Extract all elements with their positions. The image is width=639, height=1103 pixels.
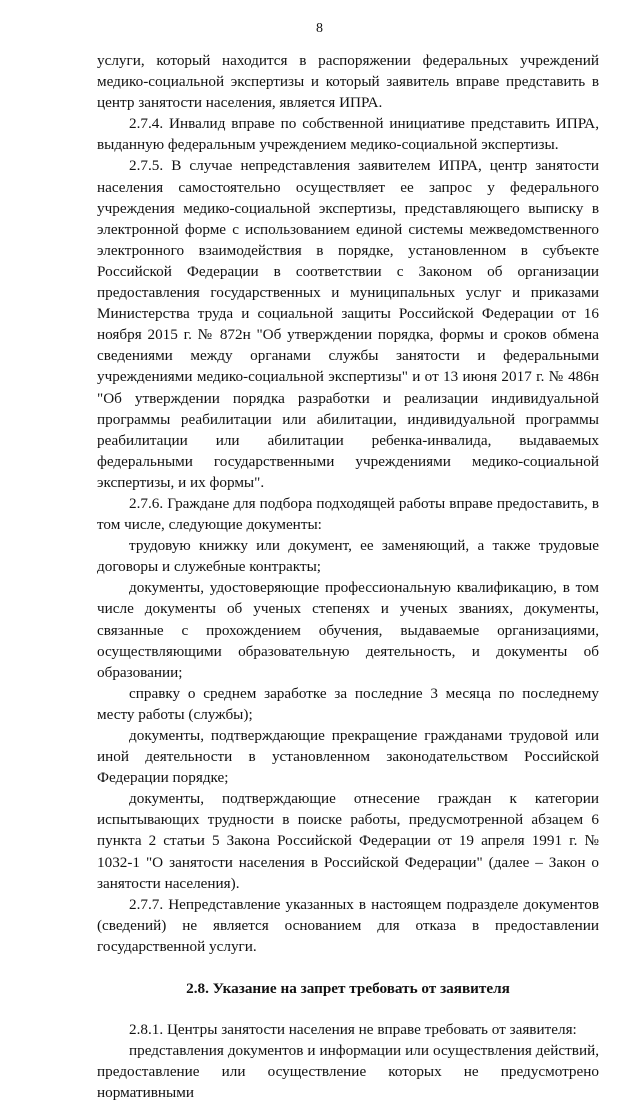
list-item: трудовую книжку или документ, ее заменяющий, а также трудовые договоры и служебные контракты; [97,537,599,576]
paragraph: представления документов и информации или осуществления действий, предоставление или осуществление которых не предусмотрено нормативными [97,1042,599,1102]
document-body [97,50,599,1103]
paragraph: 2.8.1. Центры занятости населения не вправе требовать от заявителя: [129,1021,577,1039]
list-item: справку о среднем заработке за последние 3 месяца по последнему месту работы (службы); [97,684,599,723]
paragraph: 2.7.7. Непредставление указанных в настоящем подразделе документов (сведений) не является основанием для отказа в предоставлении государственной услуги. [97,895,599,955]
paragraph: 2.7.6. Граждане для подбора подходящей работы вправе предоставить, в том числе, следующие документы: [97,494,599,534]
list-item: документы, подтверждающие прекращение гражданами трудовой или иной деятельности в установленном законодательством Российской Федерации порядке; [97,727,599,787]
paragraph: услуги, который находится в распоряжении федеральных учреждений медико-социальной экспертизы и который заявитель вправе представить в центр занятости населения, является ИПРА. [97,52,599,112]
paragraph: 2.7.5. В случае непредставления заявителем ИПРА, центр занятости населения самостоятельно осуществляет ее запрос у федерального учреждения медико-социальной экспертизы, представляющего выписку в электронной форме с использованием единой системы межведомственного электронного взаимодействия в порядке, установленном в субъекте Российской Федерации в соответствии с Законом об организации предоставления государственных и муниципальных услуг и приказами Министерства труда и социальной защиты Российской Федерации от 16 ноября 2015 г. № 872н "Об утверждении порядка, формы и сроков обмена сведениями между органами службы занятости и федеральными учреждениями медико-социальной экспертизы" и от 13 июня 2017 г. № 486н "Об утверждении порядка разработки и реализации индивидуальной программы реабилитации или абилитации, индивидуальной программы реабилитации или абилитации ребенка-инвалида, выдаваемых федеральными государственными учреждениями медико-социальной экспертизы, и их формы". [97,157,599,491]
list-item: документы, подтверждающие отнесение граждан к категории испытывающих трудности в поиске работы, предусмотренной абзацем 6 пункта 2 статьи 5 Закона Российской Федерации от 19 апреля 1991 г. № 1032-1 "О занятости населения в Российской Федерации" (далее – Закон о занятости населения). [97,790,599,892]
section-heading: 2.8. Указание на запрет требовать от заявителя [186,980,510,998]
list-item: документы, удостоверяющие профессиональную квалификацию, в том числе документы об ученых степенях и ученых званиях, документы, связанные с прохождением обучения, выдаваемые организациями, осуществляющими образовательную деятельность, и документы об образовании; [97,579,599,681]
paragraph: 2.7.4. Инвалид вправе по собственной инициативе представить ИПРА, выданную федеральным учреждением медико-социальной экспертизы. [97,115,599,154]
page-number: 8 [316,21,323,36]
